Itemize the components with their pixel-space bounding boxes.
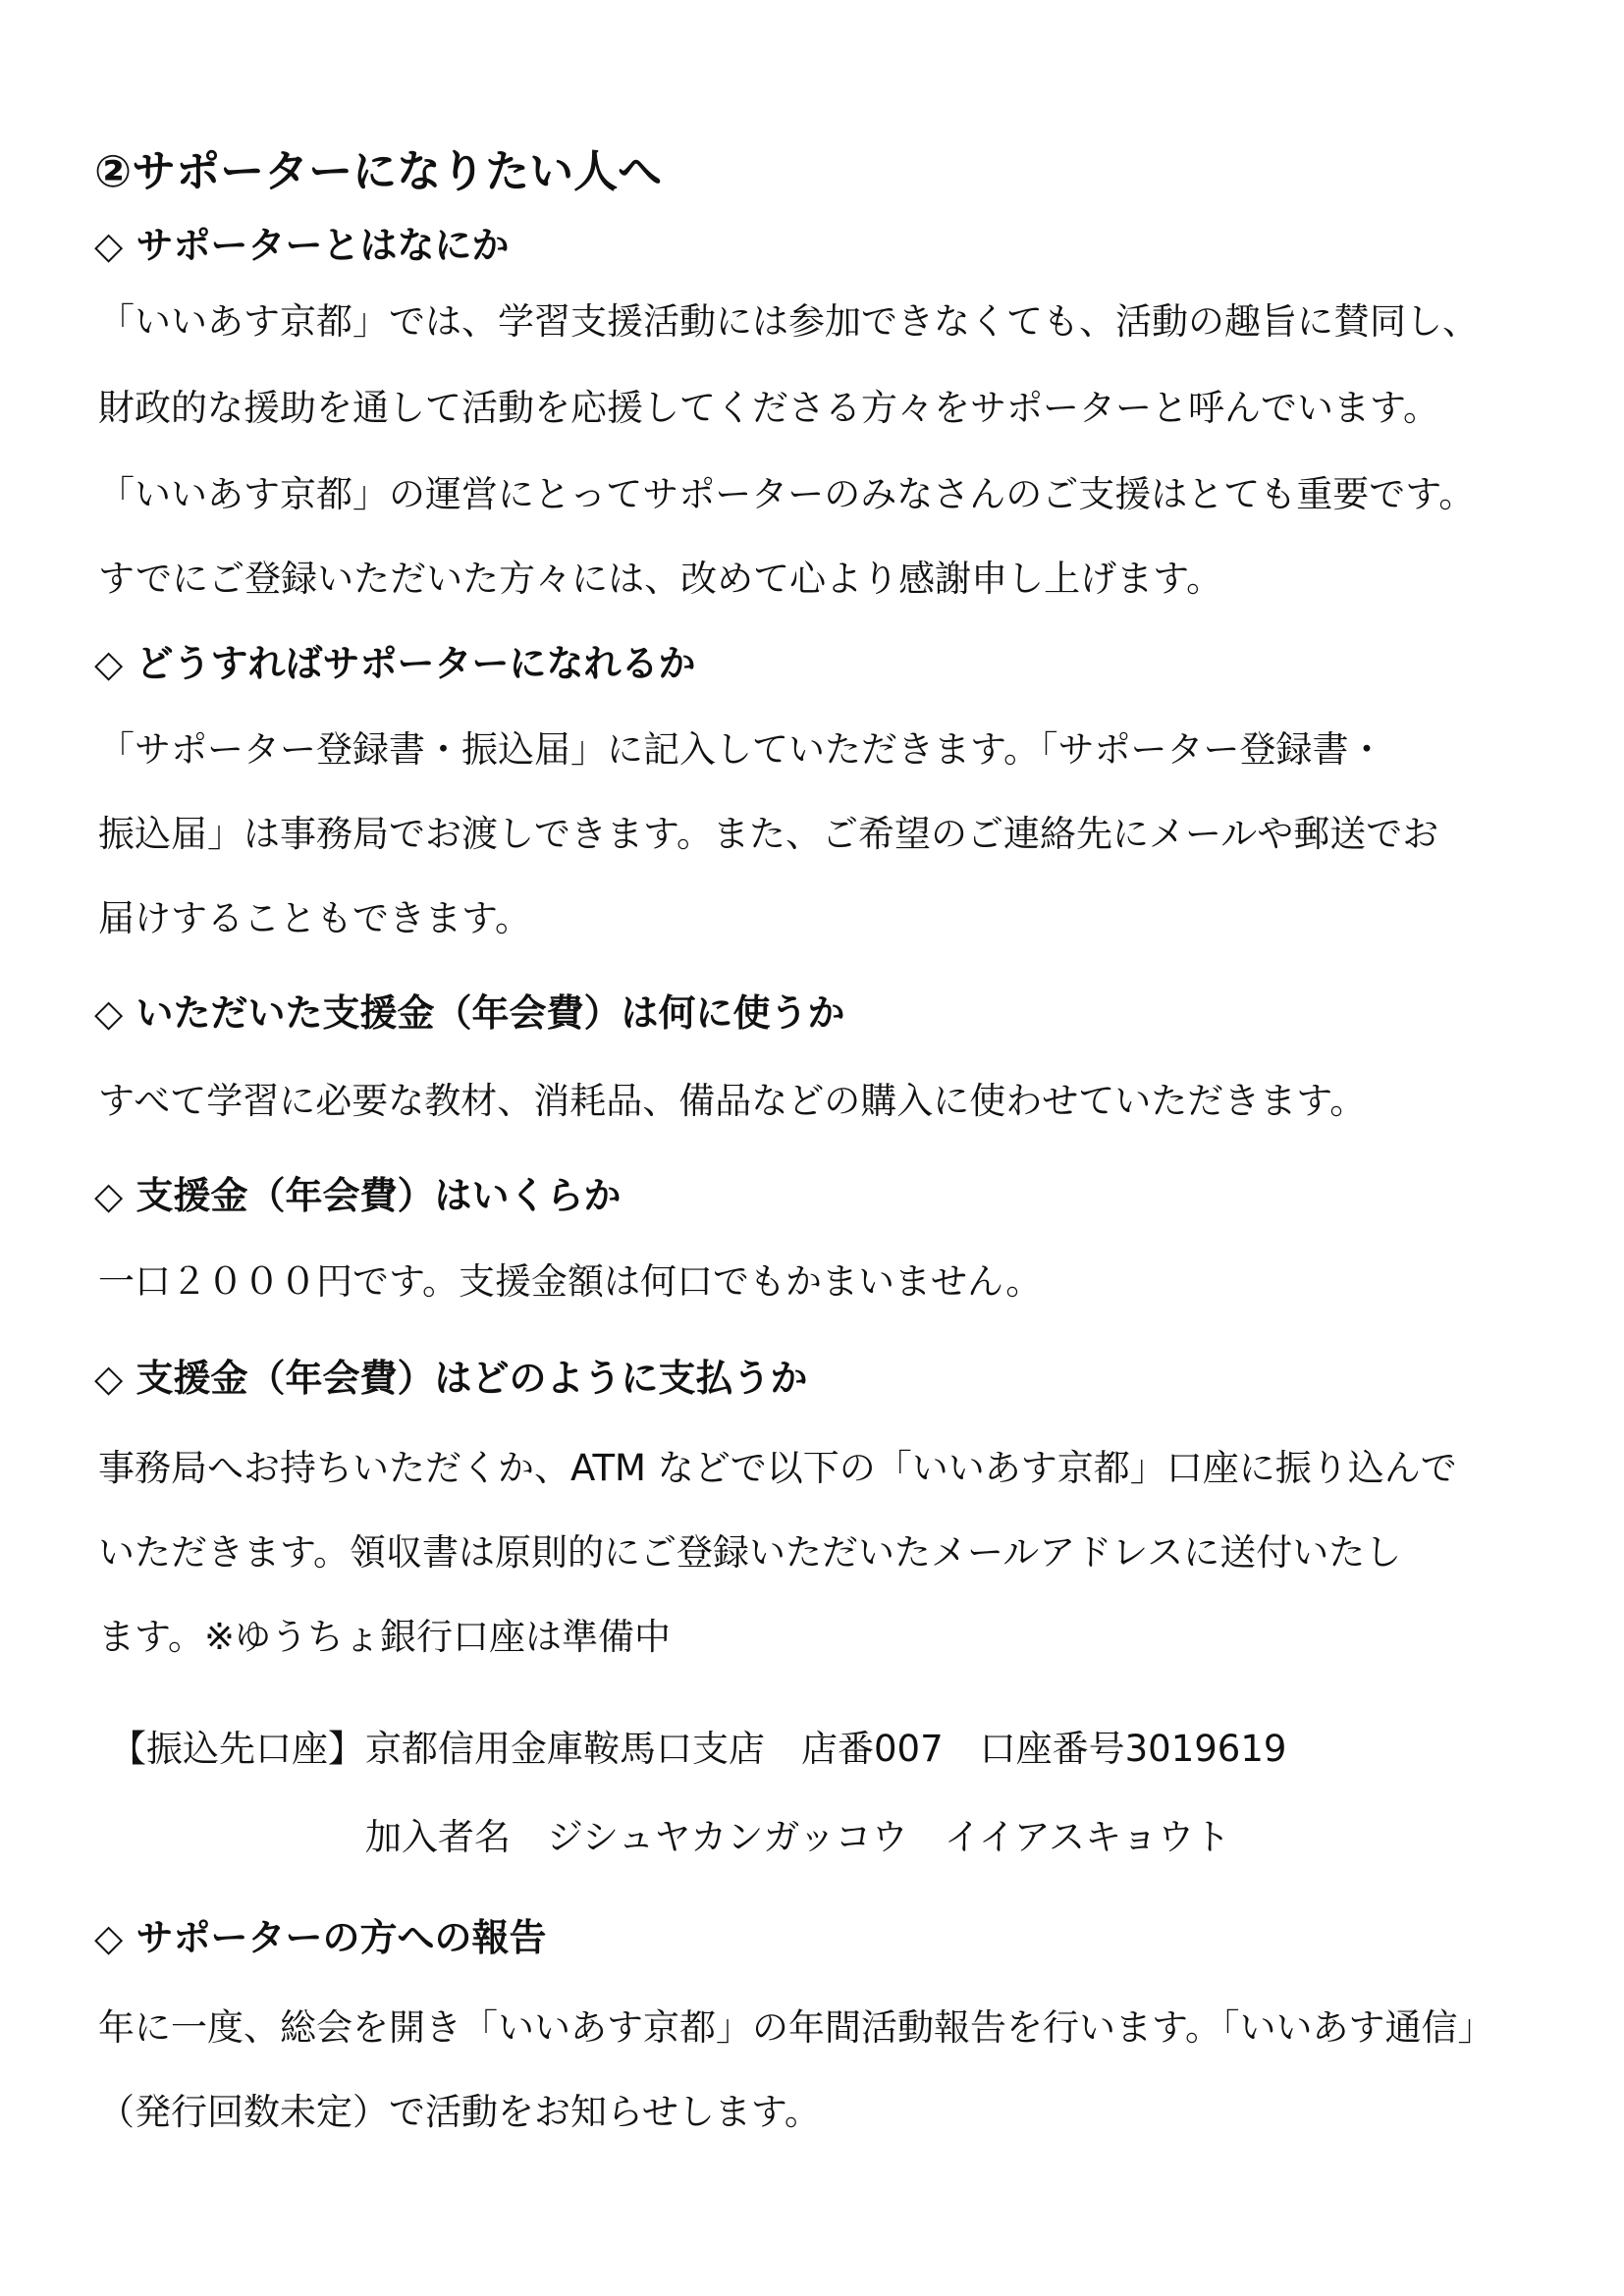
section-heading-reports: ◇ サポーターの方への報告: [94, 1916, 547, 1959]
paragraph-line: 事務局へお持ちいただくか、ATM などで以下の「いいあす京都」口座に振り込んで: [98, 1447, 1457, 1489]
paragraph-line: すべて学習に必要な教材、消耗品、備品などの購入に使わせていただきます。: [98, 1080, 1367, 1122]
paragraph-line: （発行回数未定）で活動をお知らせします。: [98, 2091, 821, 2133]
section-heading-use-of-funds: ◇ いただいた支援金（年会費）は何に使うか: [94, 991, 845, 1035]
paragraph-line: 財政的な援助を通して活動を応援してくださる方々をサポーターと呼んでいます。: [98, 387, 1440, 429]
paragraph-line: ます。※ゆうちょ銀行口座は準備中: [98, 1616, 672, 1658]
paragraph-line: 「いいあす京都」の運営にとってサポーターのみなさんのご支援はとても重要です。: [98, 473, 1476, 515]
paragraph-line: 届けすることもできます。: [98, 897, 532, 939]
paragraph-line: 「サポーター登録書・振込届」に記入していただきます。「サポーター登録書・: [98, 728, 1385, 771]
paragraph-line: 「いいあす京都」では、学習支援活動には参加できなくても、活動の趣旨に賛同し、: [98, 300, 1479, 343]
bank-account-label: 【振込先口座】: [110, 1728, 364, 1770]
paragraph-line: いただきます。領収書は原則的にご登録いただいたメールアドレスに送付いたし: [98, 1531, 1402, 1574]
bank-account-details: 京都信用金庫鞍馬口支店 店番007 口座番号3019619: [365, 1728, 1287, 1770]
paragraph-line: 一口２０００円です。支援金額は何口でもかまいません。: [98, 1260, 1043, 1303]
paragraph-line: すでにご登録いただいた方々には、改めて心より感謝申し上げます。: [98, 558, 1223, 600]
bank-account-holder: 加入者名 ジシュヤカンガッコウ イイアスキョウト: [365, 1816, 1231, 1858]
section-heading-how-to-pay: ◇ 支援金（年会費）はどのように支払うか: [94, 1357, 808, 1400]
paragraph-line: 年に一度、総会を開き「いいあす京都」の年間活動報告を行います。「いいあす通信」: [98, 2006, 1494, 2049]
paragraph-line: 振込届」は事務局でお渡しできます。また、ご希望のご連絡先にメールや郵送でお: [98, 813, 1439, 855]
section-heading-how-to-become: ◇ どうすればサポーターになれるか: [94, 642, 696, 685]
page-title: ②サポーターになりたい人へ: [94, 145, 663, 197]
section-heading-what-is-supporter: ◇ サポーターとはなにか: [94, 224, 510, 267]
section-heading-how-much: ◇ 支援金（年会費）はいくらか: [94, 1174, 622, 1217]
